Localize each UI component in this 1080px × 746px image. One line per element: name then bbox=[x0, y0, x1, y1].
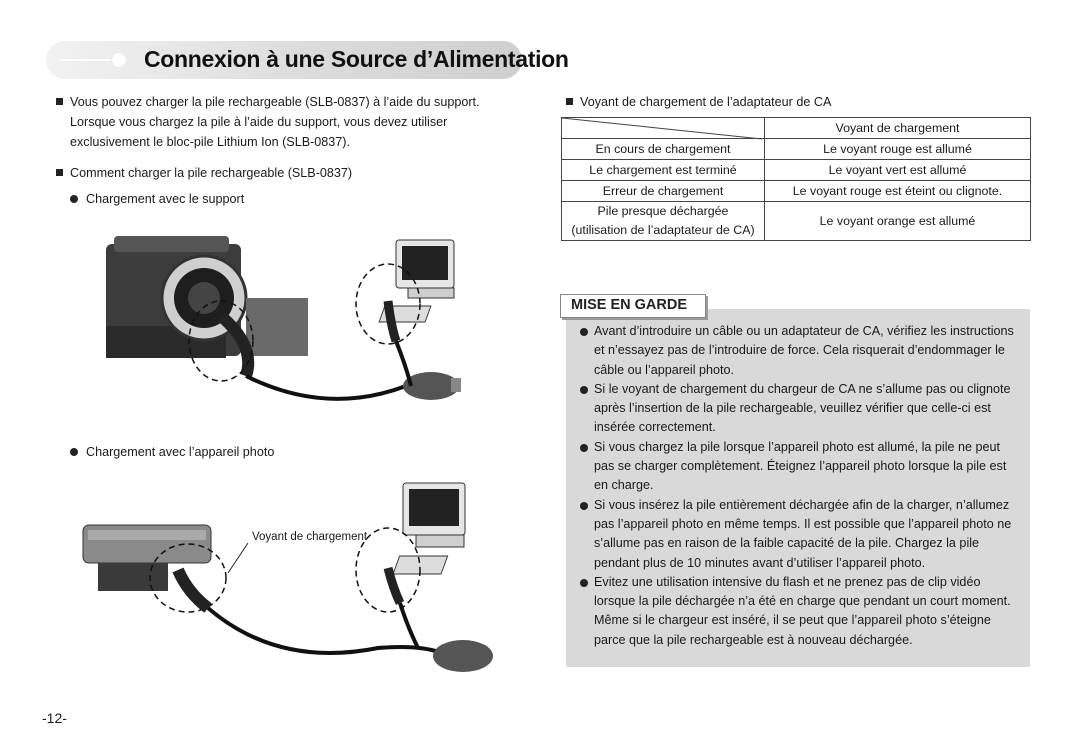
round-bullet-icon bbox=[580, 444, 588, 452]
diagonal-line bbox=[562, 118, 762, 140]
table-row bbox=[562, 160, 1031, 181]
camera-subheading bbox=[70, 442, 274, 462]
warning-line: en charge. bbox=[594, 478, 654, 493]
warning-line: pas se charger complètement. Éteignez l’appareil photo lorsque la pile est bbox=[594, 459, 1007, 474]
warning-item bbox=[580, 573, 1020, 650]
banner-line-decoration bbox=[60, 59, 120, 61]
how-to-text: Comment charger la pile rechargeable (SLB-0837) bbox=[70, 166, 353, 180]
warning-line: Si le voyant de chargement du chargeur de CA ne s’allume pas ou clignote bbox=[594, 381, 1011, 396]
warning-line: pendant plus de 10 minutes avant d’utiliser l’appareil photo. bbox=[594, 555, 926, 570]
row-state-line-1: Pile presque déchargée bbox=[597, 204, 729, 218]
camera-charging-photo bbox=[78, 478, 498, 678]
cradle-text: Chargement avec le support bbox=[86, 192, 245, 206]
round-bullet-icon bbox=[70, 195, 78, 203]
square-bullet-icon bbox=[56, 169, 63, 176]
warning-item bbox=[580, 496, 1020, 573]
row-light: Le voyant rouge est éteint ou clignote. bbox=[765, 181, 1031, 202]
row-light: Le voyant rouge est allumé bbox=[765, 139, 1031, 160]
round-bullet-icon bbox=[580, 328, 588, 336]
square-bullet-icon bbox=[56, 98, 63, 105]
warning-title-tab bbox=[560, 294, 706, 318]
warning-item bbox=[580, 438, 1020, 496]
banner-dot-icon bbox=[112, 53, 126, 67]
warning-item bbox=[580, 322, 1020, 380]
round-bullet-icon bbox=[580, 579, 588, 587]
warning-line: et n’essayez pas de l’introduire de force. Cela risquerait d’endommager le bbox=[594, 343, 1005, 358]
row-light: Le voyant orange est allumé bbox=[765, 202, 1031, 241]
intro-line-2: Lorsque vous chargez la pile à l’aide du support, vous devez utiliser bbox=[70, 115, 448, 129]
camera-text: Chargement avec l’appareil photo bbox=[86, 445, 275, 459]
table-heading bbox=[566, 92, 831, 112]
warning-line: s’allume pas en raison de la faible capacité de la pile. Chargez la pile bbox=[594, 536, 980, 551]
page-title: Connexion à une Source d’Alimentation bbox=[144, 46, 569, 72]
warning-list bbox=[580, 322, 1020, 650]
warning-line: câble ou l’appareil photo. bbox=[594, 362, 735, 377]
warning-line: Avant d’introduire un câble ou un adaptateur de CA, vérifiez les instructions bbox=[594, 324, 1014, 338]
intro-line-1: Vous pouvez charger la pile rechargeable (SLB-0837) à l’aide du support. bbox=[70, 95, 480, 109]
row-state-line-2: (utilisation de l’adaptateur de CA) bbox=[571, 223, 755, 237]
table-row bbox=[562, 181, 1031, 202]
table-row bbox=[562, 139, 1031, 160]
warning-line: Si vous insérez la pile entièrement déchargée afin de la charger, n’allumez bbox=[594, 497, 1010, 512]
title-banner bbox=[46, 41, 569, 79]
cradle-charging-photo bbox=[96, 226, 496, 411]
warning-line: après l’insertion de la pile rechargeable, veuillez vérifier que celle-ci est bbox=[594, 401, 991, 416]
intro-line-3: exclusivement le bloc-pile Lithium Ion (SLB-0837). bbox=[70, 135, 350, 149]
row-light: Le voyant vert est allumé bbox=[765, 160, 1031, 181]
table-header-row bbox=[562, 118, 1031, 139]
warning-line: parce que la pile rechargeable est à nouveau déchargée. bbox=[594, 632, 913, 647]
row-state: En cours de chargement bbox=[562, 139, 765, 160]
indicator-callout-label: Voyant de chargement bbox=[252, 531, 368, 543]
warning-line: Si vous chargez la pile lorsque l’appareil photo est allumé, la pile ne peut bbox=[594, 439, 1001, 454]
warning-line: pas l’appareil photo en même temps. Il est possible que l’appareil photo ne bbox=[594, 516, 1012, 531]
page-number: -12- bbox=[42, 710, 67, 726]
round-bullet-icon bbox=[580, 386, 588, 394]
warning-title: MISE EN GARDE bbox=[571, 297, 688, 313]
warning-line: lorsque la pile déchargée n’a été en charge que pendant un court moment. bbox=[594, 594, 1011, 609]
warning-line: Evitez une utilisation intensive du flash et ne prenez pas de clip vidéo bbox=[594, 574, 981, 589]
intro-paragraph bbox=[56, 92, 496, 152]
table-row bbox=[562, 202, 1031, 241]
row-state: Le chargement est terminé bbox=[562, 160, 765, 181]
cradle-subheading bbox=[70, 189, 244, 209]
charging-indicator-table bbox=[561, 117, 1031, 241]
header-diagonal-cell bbox=[562, 118, 765, 139]
warning-line: Même si le chargeur est inséré, il se peut que l’appareil photo s’éteigne bbox=[594, 613, 991, 628]
table-heading-text: Voyant de chargement de l’adaptateur de CA bbox=[580, 95, 832, 109]
round-bullet-icon bbox=[580, 502, 588, 510]
how-to-heading bbox=[56, 163, 352, 183]
row-state: Erreur de chargement bbox=[562, 181, 765, 202]
warning-line: insérée correctement. bbox=[594, 420, 716, 435]
square-bullet-icon bbox=[566, 98, 573, 105]
round-bullet-icon bbox=[70, 448, 78, 456]
header-indicator: Voyant de chargement bbox=[765, 118, 1031, 139]
row-state bbox=[562, 202, 765, 241]
warning-item bbox=[580, 380, 1020, 438]
